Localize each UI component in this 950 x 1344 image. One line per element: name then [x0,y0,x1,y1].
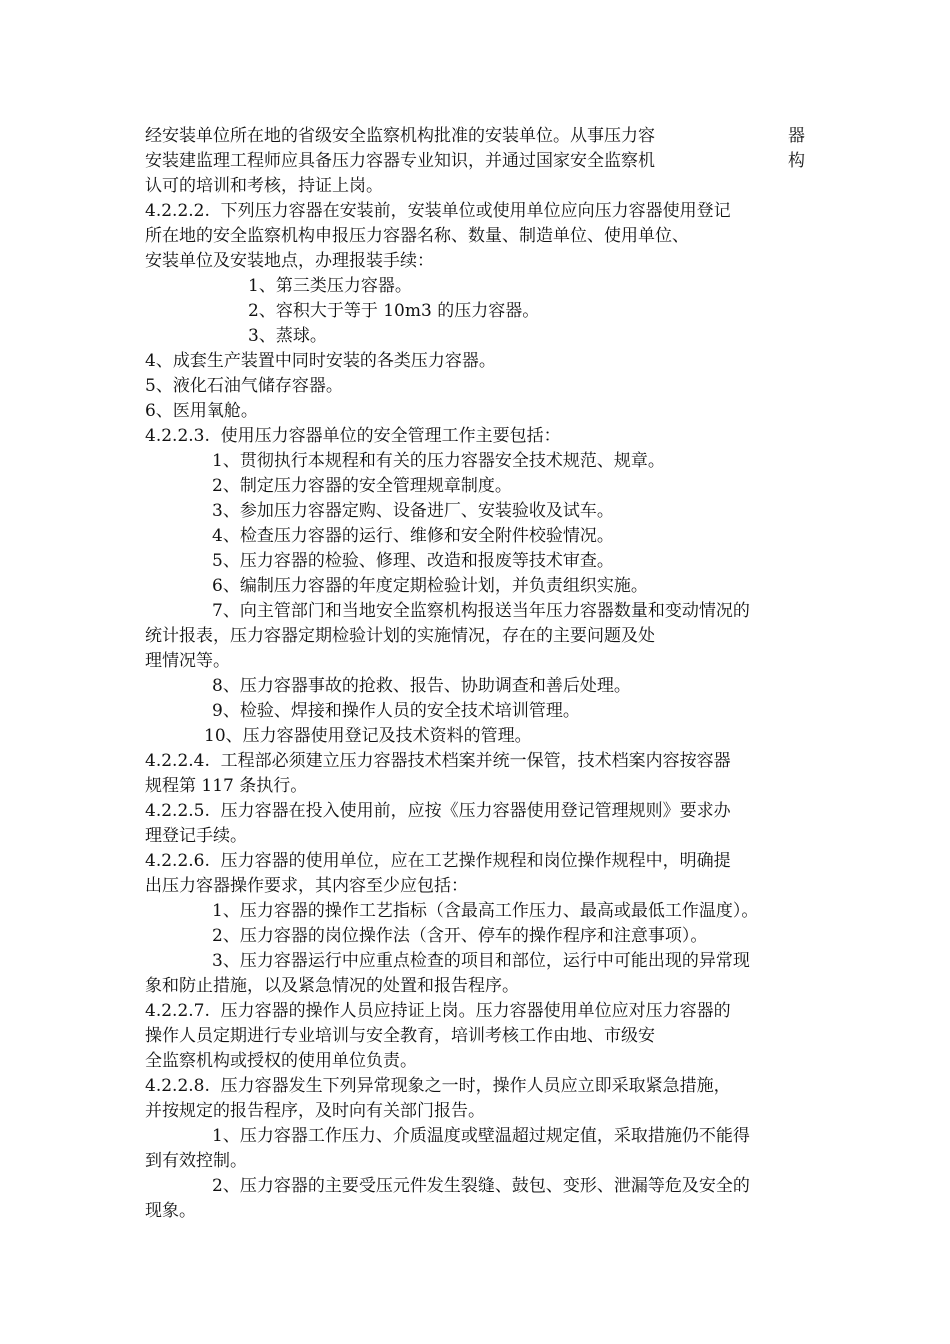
section-4226-item-1: 1、压力容器的操作工艺指标（含最高工作压力、最高或最低工作温度）。 [212,901,759,921]
section-4223-item-8: 8、压力容器事故的抢救、报告、协助调查和善后处理。 [212,676,631,696]
section-4222-line-3: 安装单位及安装地点，办理报装手续： [145,251,434,271]
section-4226-item-3-cont: 象和防止措施，以及紧急情况的处置和报告程序。 [145,976,519,996]
section-4223-item-5: 5、压力容器的检验、修理、改造和报废等技术审查。 [212,551,614,571]
section-4228-line-1: 4.2.2.8. 压力容器发生下列异常现象之一时，操作人员应立即采取紧急措施， [145,1076,731,1096]
section-4222-line-1: 4.2.2.2. 下列压力容器在安装前，安装单位或使用单位应向压力容器使用登记 [145,201,731,221]
section-4228-item-1-cont: 到有效控制。 [145,1151,247,1171]
intro-side-char-1: 器 [788,126,805,146]
section-4228-item-2-cont: 现象。 [145,1201,196,1221]
section-4223-heading: 4.2.2.3. 使用压力容器单位的安全管理工作主要包括： [145,426,561,446]
section-4224-line-2: 规程第 117 条执行。 [145,776,308,796]
section-4227-line-2: 操作人员定期进行专业培训与安全教育，培训考核工作由地、市级安 [145,1026,655,1046]
section-4222-item-3: 3、蒸球。 [248,326,327,346]
section-4222-item-1: 1、第三类压力容器。 [248,276,412,296]
section-4223-item-7: 7、向主管部门和当地安全监察机构报送当年压力容器数量和变动情况的 [212,601,750,621]
section-4226-line-1: 4.2.2.6. 压力容器的使用单位，应在工艺操作规程和岗位操作规程中，明确提 [145,851,731,871]
section-4224-line-1: 4.2.2.4. 工程部必须建立压力容器技术档案并统一保管，技术档案内容按容器 [145,751,731,771]
section-4226-line-2: 出压力容器操作要求，其内容至少应包括： [145,876,468,896]
section-4225-line-2: 理登记手续。 [145,826,247,846]
section-4222-item-2: 2、容积大于等于 10m3 的压力容器。 [248,301,540,321]
section-4227-line-1: 4.2.2.7. 压力容器的操作人员应持证上岗。压力容器使用单位应对压力容器的 [145,1001,731,1021]
section-4227-line-3: 全监察机构或授权的使用单位负责。 [145,1051,417,1071]
section-4223-item-3: 3、参加压力容器定购、设备进厂、安装验收及试车。 [212,501,614,521]
intro-line-1: 经安装单位所在地的省级安全监察机构批准的安装单位。从事压力容 [145,126,655,146]
section-4223-item-2: 2、制定压力容器的安全管理规章制度。 [212,476,512,496]
intro-line-2: 安装建监理工程师应具备压力容器专业知识，并通过国家安全监察机 [145,151,655,171]
section-4222-item-5: 5、液化石油气储存容器。 [145,376,343,396]
section-4222-item-4: 4、成套生产装置中同时安装的各类压力容器。 [145,351,496,371]
section-4223-item-1: 1、贯彻执行本规程和有关的压力容器安全技术规范、规章。 [212,451,665,471]
section-4223-item-9: 9、检验、焊接和操作人员的安全技术培训管理。 [212,701,580,721]
section-4223-item-7-cont-1: 统计报表，压力容器定期检验计划的实施情况，存在的主要问题及处 [145,626,655,646]
intro-line-3: 认可的培训和考核，持证上岗。 [145,176,383,196]
intro-side-char-2: 构 [788,151,805,171]
section-4223-item-7-cont-2: 理情况等。 [145,651,230,671]
section-4223-item-10: 10、压力容器使用登记及技术资料的管理。 [204,726,532,746]
section-4228-item-2: 2、压力容器的主要受压元件发生裂缝、鼓包、变形、泄漏等危及安全的 [212,1176,750,1196]
section-4226-item-2: 2、压力容器的岗位操作法（含开、停车的操作程序和注意事项）。 [212,926,708,946]
section-4228-line-2: 并按规定的报告程序，及时向有关部门报告。 [145,1101,485,1121]
section-4225-line-1: 4.2.2.5. 压力容器在投入使用前，应按《压力容器使用登记管理规则》要求办 [145,801,731,821]
section-4222-item-6: 6、医用氧舱。 [145,401,258,421]
section-4223-item-4: 4、检查压力容器的运行、维修和安全附件校验情况。 [212,526,614,546]
section-4228-item-1: 1、压力容器工作压力、介质温度或壁温超过规定值，采取措施仍不能得 [212,1126,750,1146]
section-4222-line-2: 所在地的安全监察机构申报压力容器名称、数量、制造单位、使用单位、 [145,226,689,246]
section-4226-item-3: 3、压力容器运行中应重点检查的项目和部位，运行中可能出现的异常现 [212,951,750,971]
section-4223-item-6: 6、编制压力容器的年度定期检验计划，并负责组织实施。 [212,576,648,596]
